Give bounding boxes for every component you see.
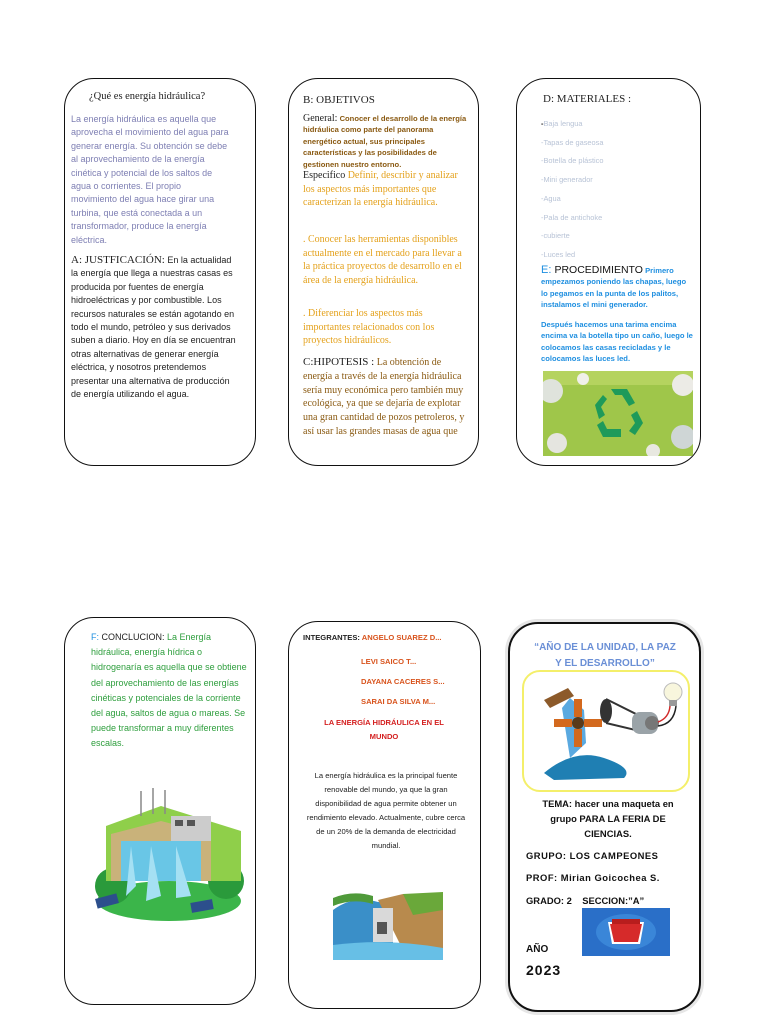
specific-label: Especifico xyxy=(303,170,346,181)
theme-text: TEMA: hacer una maqueta en grupo PARA LA FERIA DE CIENCIAS. xyxy=(542,798,674,839)
material-item: -Agua xyxy=(541,193,561,203)
material-item: -cubierte xyxy=(541,231,570,241)
members-first-line xyxy=(303,633,442,642)
member-name: DAYANA CACERES S... xyxy=(361,677,445,686)
member-name: ANGELO SUAREZ D... xyxy=(361,633,442,642)
specific-text-2: . Conocer las herramientas disponibles actualmente en el mercado para llevar a la práctica proyectos de desarrollo en el área de la energía hidráulica. xyxy=(303,234,462,286)
recycle-image xyxy=(543,371,693,456)
materials-list xyxy=(541,115,603,265)
hydro-generator-illustration xyxy=(534,678,684,783)
material-item: -Tapas de gaseosa xyxy=(541,137,604,147)
material-item: -Pala de antichoke xyxy=(541,212,603,222)
specific-text-1: Definir, describir y analizar los aspectos más importantes que caracterizan la energía hidráulica. xyxy=(303,170,458,208)
dam-cross-section-illustration xyxy=(333,890,443,960)
general-label: General: xyxy=(303,113,338,124)
general-objective xyxy=(303,113,468,170)
procedure-letter: E: xyxy=(541,264,555,276)
group-text: GRUPO: LOS CAMPEONES xyxy=(526,850,659,861)
hypothesis-text: La obtención de energía a través de la energía hidráulica sería muy económica pero también muy ecológica, ya que se dejaría de explotar una gran cantidad de pozos petroleros, y así usar las grandes masas de agua que xyxy=(303,357,465,437)
panel-what-is-hydraulic-energy xyxy=(64,78,256,466)
justification-text: En la actualidad la energía que llega a nuestras casas es producida por fuentes de energía hidroeléctricas y por combustible. Los recursos naturales se están agotando en todo el mundo, petróleo y sus derivados suben a diario. Hoy en día se encuentran otras alternativas de generar energía eléctrica, y nosotros pretendemos presentar una alternativa de producción de energía utilizando el agua. xyxy=(71,255,236,400)
procedure-block xyxy=(541,265,691,311)
procedure-label: PROCEDIMIENTO xyxy=(554,264,643,276)
year-label: AÑO xyxy=(526,944,549,955)
material-item: -Mini generador xyxy=(541,175,593,185)
objectives-heading: B: OBJETIVOS xyxy=(303,94,375,106)
intro-text: La energía hidráulica es aquella que aprovecha el movimiento del agua para generar energía. Su obtención se debe al aprovechamiento de la energía cinética y potencial de los saltos de agua o corrientes. El propio movimiento del agua hace girar una turbina, que está conectada a un transformador, produce la energía eléctrica. xyxy=(71,114,229,245)
members-label: INTEGRANTES: xyxy=(303,633,360,642)
panel-objectives xyxy=(288,78,479,466)
material-item: -Botella de plástico xyxy=(541,156,604,166)
panel-cover xyxy=(508,622,701,1012)
panel-materials xyxy=(516,78,701,466)
panel-members xyxy=(288,621,481,1009)
grade-section-text: GRADO: 2 SECCION:”A” xyxy=(526,895,645,906)
school-emblem xyxy=(582,908,670,956)
justification-block xyxy=(71,254,237,401)
specific-objective xyxy=(303,169,463,210)
hydroelectric-dam-illustration xyxy=(91,786,246,926)
conclusion-letter: F: xyxy=(91,632,102,642)
member-name: SARAI DA SILVA M... xyxy=(361,697,436,706)
justification-heading: A: JUSTFICACIÓN: xyxy=(71,254,165,266)
hypothesis-label: C:HIPOTESIS : xyxy=(303,356,375,368)
procedure-text-1: Primero empezamos poniendo las chapas, luego lo pegamos en la punta de los palitos, instalamos el mini generador. xyxy=(541,266,687,310)
member-name: LEVI SAICO T... xyxy=(361,657,417,666)
material-item: -Baja lengua xyxy=(541,119,583,128)
materials-heading: D: MATERIALES : xyxy=(543,93,631,105)
general-text: Conocer el desarrollo de la energía hidráulica como parte del panorama energético actual, sus principales características y las posibilidades de gestionen nuestro entorno. xyxy=(303,114,467,169)
conclusion-block xyxy=(91,630,251,752)
hydraulic-world-body: La energía hidráulica es la principal fuente renovable del mundo, ya que la gran disponibilidad de agua permite obtener un rendimiento elevado. Actualmente, cubre cerca de un 20% de la demanda de electricidad mundial. xyxy=(306,771,466,850)
specific-text-3: . Diferenciar los aspectos más importantes relacionados con los proyectos hidráulicos. xyxy=(303,308,435,346)
year-motto: “AÑO DE LA UNIDAD, LA PAZ Y EL DESARROLLO” xyxy=(534,642,676,669)
year-value: 2023 xyxy=(526,962,562,978)
question-heading: ¿Qué es energía hidráulica? xyxy=(89,91,206,102)
conclusion-text: La Energía hidráulica, energía hídrica o hidrogenaría es aquella que se obtiene del aprovechamiento de las energías cinéticas y potenciales de la corriente del agua, saltos de agua o mareas. Se puede transformar a muy diferentes escalas. xyxy=(91,632,247,749)
teacher-text: PROF: Mirian Goicochea S. xyxy=(526,872,660,883)
conclusion-label: CONCLUCION: xyxy=(101,632,165,642)
procedure-text-2: Después hacemos una tarima encima encima va la botella tipo un caño, luego le colocamos las casas recicladas y le colocamos las luces led. xyxy=(541,320,693,364)
panel-conclusion xyxy=(64,617,256,1005)
material-item: -Luces led xyxy=(541,249,576,259)
hydraulic-world-title: LA ENERGÍA HIDRÁULICA EN EL MUNDO xyxy=(324,718,444,741)
hypothesis-block xyxy=(303,356,469,439)
